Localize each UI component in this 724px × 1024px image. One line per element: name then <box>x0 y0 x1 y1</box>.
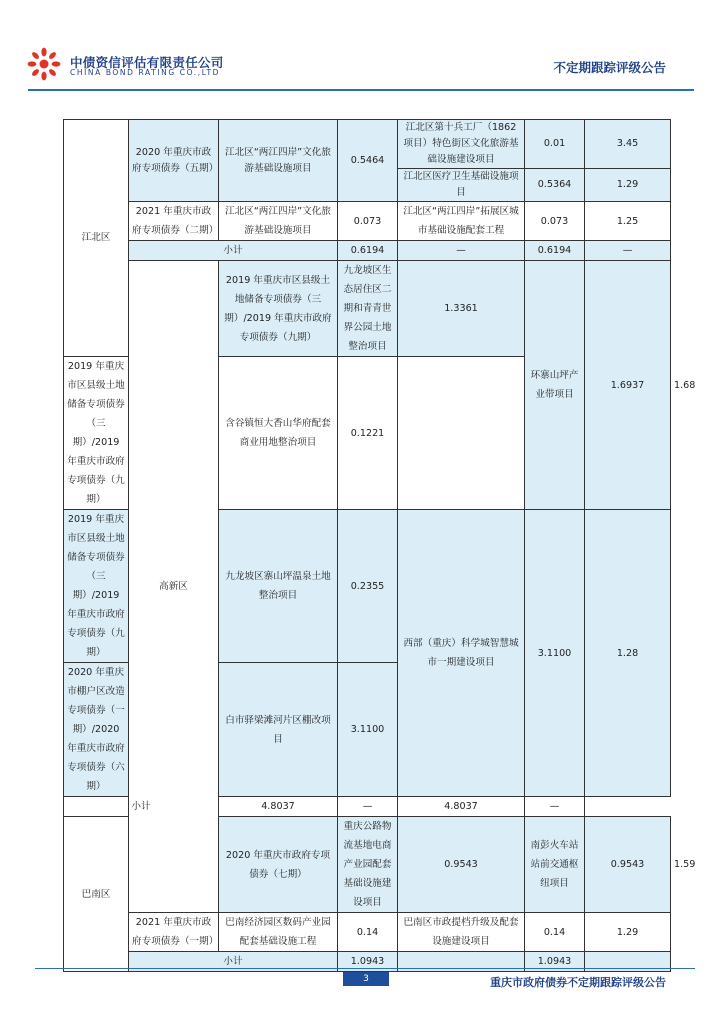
company-logo-icon <box>27 47 61 81</box>
document-type-title: 不定期跟踪评级公告 <box>553 60 666 75</box>
use-project-cell: 江北区医疗卫生基础设施项目 <box>398 169 525 202</box>
use-project-cell: 巴南区市政提档升级及配套设施建设项目 <box>398 913 525 952</box>
project-cell: 巴南经济园区数码产业园配套基础设施工程 <box>219 913 338 952</box>
subtotal-dash: — <box>338 797 398 817</box>
project-cell: 江北区“两江四岸”文化旅游基础设施项目 <box>219 120 338 202</box>
table-row <box>64 913 671 952</box>
use-amount-cell: 0.073 <box>525 202 585 241</box>
use-project-cell: 江北区第十兵工厂（1862 项目）特色街区文化旅游基础设施建设项目 <box>398 120 525 169</box>
subtotal-dash: — <box>398 241 525 261</box>
use-project-cell: 环寨山坪产业带项目 <box>525 261 585 510</box>
project-cell: 重庆公路物流基地电商产业园配套基础设施建设项目 <box>338 817 398 913</box>
subtotal-amount: 1.0943 <box>338 952 398 972</box>
use-project-cell: 西部（重庆）科学城智慧城市一期建设项目 <box>398 510 525 797</box>
bond-name-cell: 2020 年重庆市棚户区改造专项债券（一期）/2020 年重庆市政府专项债券（六期） <box>64 663 129 797</box>
subtotal-amount: 4.8037 <box>219 797 338 817</box>
ratio-cell: 1.29 <box>585 169 671 202</box>
subtotal-dash: — <box>525 797 585 817</box>
amount-cell: 1.3361 <box>398 261 525 357</box>
bond-name-cell: 2020 年重庆市政府专项债券（七期） <box>219 817 338 913</box>
project-cell: 含谷镇恒大香山华府配套商业用地整治项目 <box>219 357 338 510</box>
subtotal-amount: 0.6194 <box>338 241 398 261</box>
subtotal-row <box>64 797 671 817</box>
bond-name-cell: 2019 年重庆市区县级土地储备专项债券（三期）/2019 年重庆市政府专项债券（九期） <box>64 357 129 510</box>
footer-title: 重庆市政府债券不定期跟踪评级公告 <box>490 976 666 989</box>
amount-cell: 3.1100 <box>338 663 398 797</box>
subtotal-use-amount: 1.0943 <box>525 952 585 972</box>
company-name-cn: 中债资信评估有限责任公司 <box>70 55 224 70</box>
use-project-cell: 南彭火车站站前交通枢纽项目 <box>525 817 585 913</box>
page-header <box>0 0 724 90</box>
company-name-en: CHINA BOND RATING CO.,LTD <box>70 68 221 77</box>
project-cell: 江北区“两江四岸”文化旅游基础设施项目 <box>219 202 338 241</box>
bond-name-cell: 2019 年重庆市区县级土地储备专项债券（三期）/2019 年重庆市政府专项债券（九期） <box>219 261 338 357</box>
subtotal-row <box>64 241 671 261</box>
district-cell: 高新区 <box>129 261 219 913</box>
footer-divider <box>35 968 695 969</box>
bond-name-cell: 2019 年重庆市区县级土地储备专项债券（三期）/2019 年重庆市政府专项债券（九期） <box>64 510 129 663</box>
amount-cell: 0.2355 <box>338 510 398 663</box>
table-row <box>64 202 671 241</box>
use-amount-cell: 0.9543 <box>585 817 671 913</box>
ratio-cell: 1.29 <box>585 913 671 952</box>
subtotal-label: 小计 <box>129 952 338 972</box>
project-cell: 九龙坡区生态居住区二期和青青世界公园土地整治项目 <box>338 261 398 357</box>
amount-cell: 0.5464 <box>338 120 398 202</box>
district-cell: 巴南区 <box>64 817 129 972</box>
amount-cell: 0.14 <box>338 913 398 952</box>
header-divider <box>28 89 694 91</box>
bond-name-cell: 2020 年重庆市政府专项债券（五期） <box>129 120 219 202</box>
page-number: 3 <box>343 972 389 986</box>
amount-cell: 0.1221 <box>338 357 398 510</box>
table-row: 巴南区 2020 年重庆市政府专项债券（七期） 重庆公路物流基地电商产业园配套基础设施建设项目 0.9543 南彭火车站站前交通枢纽项目 0.9543 1.59 <box>64 817 671 913</box>
subtotal-label: 小计 <box>129 241 338 261</box>
ratio-cell: 3.45 <box>585 120 671 169</box>
ratio-cell: 1.28 <box>585 510 671 797</box>
use-amount-cell: 0.14 <box>525 913 585 952</box>
subtotal-dash: — <box>585 241 671 261</box>
project-cell: 白市驿梁滩河片区棚改项目 <box>219 663 338 797</box>
amount-cell: 0.9543 <box>398 817 525 913</box>
amount-cell: 0.073 <box>338 202 398 241</box>
use-amount-cell: 3.1100 <box>525 510 585 797</box>
use-amount-cell: 0.01 <box>525 120 585 169</box>
project-cell: 九龙坡区寨山坪温泉土地整治项目 <box>219 510 338 663</box>
district-cell: 江北区 <box>64 120 129 357</box>
table-row: 高新区 2019 年重庆市区县级土地储备专项债券（三期）/2019 年重庆市政府专项债券（九期） 九龙坡区生态居住区二期和青青世界公园土地整治项目 1.3361 环寨山坪产业带项目 1.6937 1.68 <box>64 261 671 357</box>
bond-name-cell: 2021 年重庆市政府专项债券（二期） <box>129 202 219 241</box>
use-project-cell: 江北区“两江四岸”拓展区城市基础设施配套工程 <box>398 202 525 241</box>
subtotal-use-amount: 4.8037 <box>398 797 525 817</box>
bond-allocation-table <box>63 119 696 972</box>
use-amount-cell: 1.6937 <box>585 261 671 510</box>
bond-name-cell: 2021 年重庆市政府专项债券（一期） <box>129 913 219 952</box>
ratio-cell: 1.25 <box>585 202 671 241</box>
subtotal-label: 小计 <box>64 797 219 817</box>
use-amount-cell: 0.5364 <box>525 169 585 202</box>
table-row <box>64 120 671 169</box>
subtotal-use-amount: 0.6194 <box>525 241 585 261</box>
